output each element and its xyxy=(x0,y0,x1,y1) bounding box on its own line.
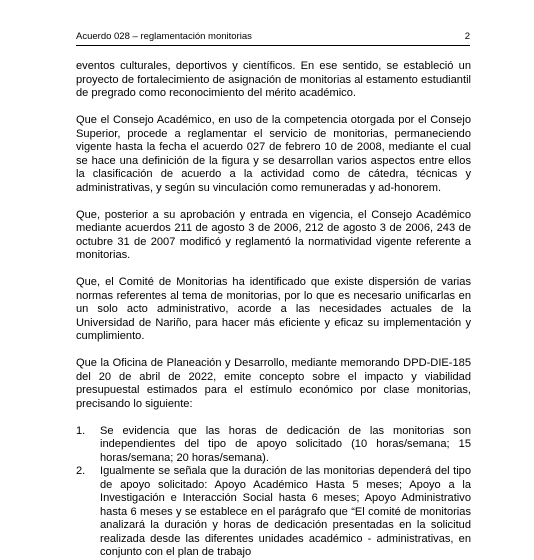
page-number: 2 xyxy=(464,31,470,42)
list-item-number: 2. xyxy=(76,465,86,477)
paragraph: Que la Oficina de Planeación y Desarrollo, mediante memorando DPD-DIE-185 del 20 de abril de 2022, emite concepto sobre el impacto y viabilidad presupuestal estimados para el estímulo económico por clase monitorias, precisando lo siguiente: xyxy=(76,357,471,410)
list-item-text: Igualmente se señala que la duración de las monitorias dependerá del tipo de apoyo solicitado: Apoyo Académico Hasta 5 meses; Apoyo a la Investigación e Interacción Social hasta 6 meses; Apoyo Administrativo hasta 6 meses y se establece en el parágrafo que “El comité de monitorias analizará la duración y horas de dedicación presentadas en la solicitud realizada desde las diferentes unidades académico - administrativas, en conjunto con el plan de trabajo xyxy=(100,465,471,558)
list-item-text: Se evidencia que las horas de dedicación de las monitorias son independientes del tipo de apoyo solicitado (10 horas/semana; 15 horas/semana; 20 horas/semana). xyxy=(100,424,471,464)
list-item xyxy=(76,425,471,466)
header-rule xyxy=(76,45,470,46)
paragraph: Que el Consejo Académico, en uso de la competencia otorgada por el Consejo Superior, procede a reglamentar el servicio de monitorias, permaneciendo vigente hasta la fecha el acuerdo 027 de febrero 10 de 2008, mediante el cual se hace una definición de la figura y se desarrollan varios aspectos entre ellos la clasificación de acuerdo a la actividad como de cátedra, técnicas y administrativas, y según su vinculación como remuneradas y ad-honorem. xyxy=(76,114,471,194)
paragraph: Que, el Comité de Monitorias ha identificado que existe dispersión de varias normas referentes al tema de monitorias, por lo que es necesario unificarlas en un solo acto administrativo, acorde a las necesidades actuales de la Universidad de Nariño, para hacer más eficiente y eficaz su implementación y cumplimiento. xyxy=(76,276,471,342)
page-header xyxy=(76,31,470,43)
list-item-number: 1. xyxy=(76,424,86,437)
list-item xyxy=(76,465,471,560)
document-title: Acuerdo 028 – reglamentación monitorias xyxy=(76,31,252,42)
paragraph: eventos culturales, deportivos y científicos. En ese sentido, se estableció un proyecto de fortalecimiento de asignación de monitorias al estamento estudiantil de pregrado como reconocimiento del mérito académico. xyxy=(76,60,471,99)
paragraph: Que, posterior a su aprobación y entrada en vigencia, el Consejo Académico mediante acuerdos 211 de agosto 3 de 2006, 212 de agosto 3 de 2006, 243 de octubre 31 de 2007 modificó y reglamentó la normatividad vigente referente a monitorias. xyxy=(76,208,471,261)
numbered-list xyxy=(76,425,471,560)
document-body xyxy=(76,60,471,560)
